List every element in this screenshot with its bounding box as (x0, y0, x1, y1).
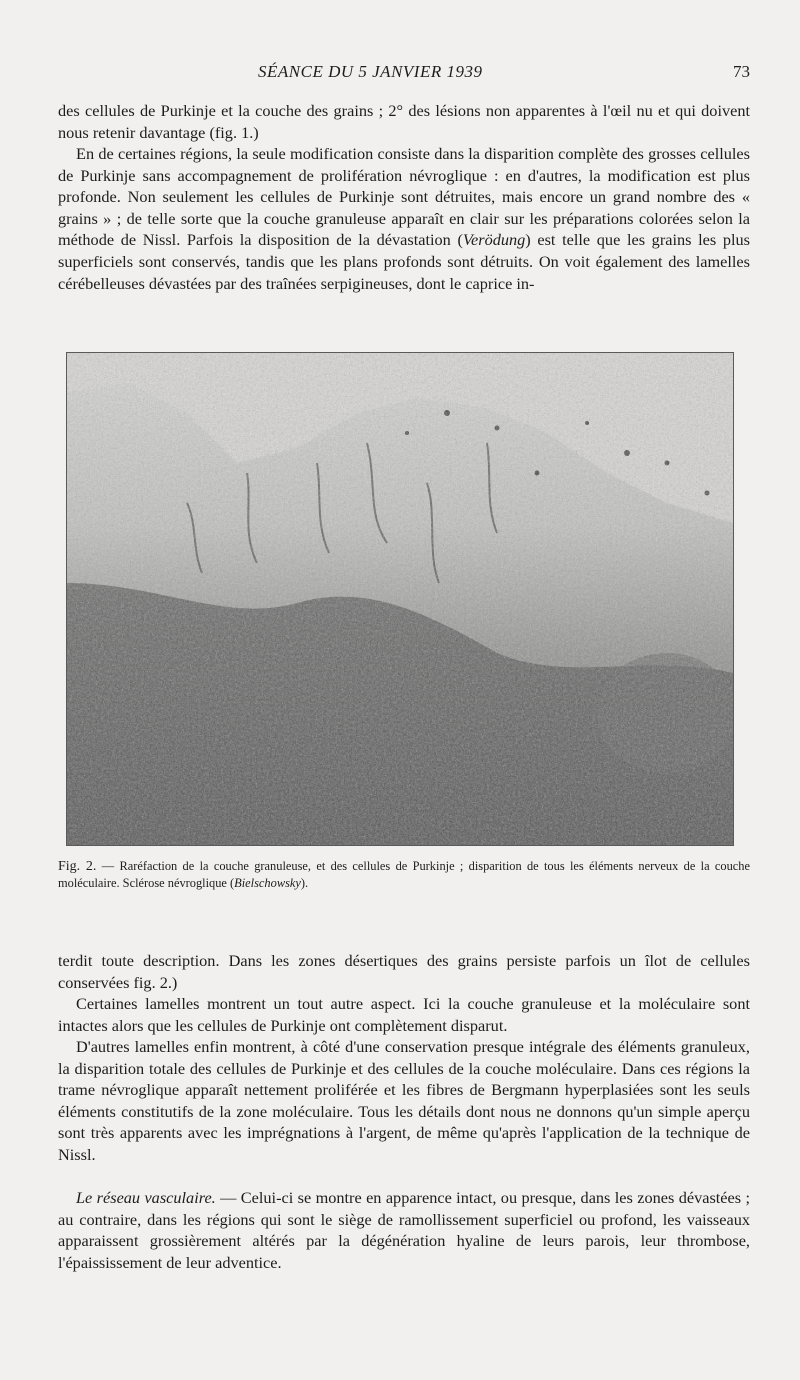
section-lead: Le réseau vasculaire. (76, 1188, 216, 1207)
figure-label: Fig. 2. (58, 859, 97, 874)
caption-stain: Bielschowsky (234, 876, 301, 890)
paragraph-text: — Celui-ci se montre en apparence intact, ou presque, dans les zones dévastées ; au contraire, dans les régions qui sont le siège de ramollissement superficiel ou profond, les vaisseaux apparaissent grossièrement altérés par la dégénération hyaline de leurs parois, leur thrombose, l'épaississement de leur adventice. (58, 1188, 750, 1272)
paragraph-bergmann (58, 1036, 750, 1166)
paragraph-text: En de certaines régions, la seule modification consiste dans la disparition complète des grosses cellules de Purkinje sans accompagnement de prolifération névroglique : en d'autres, la modification est plus profonde. Non seulement les cellules de Purkinje sont détruites, mais encore un grand nombre des « grains » ; de telle sorte que la couche granuleuse apparaît en clair sur les préparations colorées selon la méthode de Nissl. Parfois la disposition de la dévastation ( (58, 144, 750, 250)
page-number: 73 (733, 62, 750, 81)
page-header (58, 62, 750, 88)
paragraph-text: terdit toute description. Dans les zones désertiques des grains persiste parfois un îlot de cellules conservées fig. 2.) (58, 951, 750, 992)
paragraph-text: ) est telle que les grains les plus superficiels sont conservés, tandis que les plans profonds sont détruits. On voit également des lamelles cérébelleuses dévastées par des traînées serpigineuses, dont le caprice in- (58, 230, 751, 293)
paragraph-text: D'autres lamelles enfin montrent, à côté d'une conservation presque intégrale des éléments granuleux, la disparition totale des cellules de Purkinje et des cellules de la couche moléculaire. Dans ces régions la trame névroglique apparaît nettement proliférée et les fibres de Bergmann hyperplasiées sont les seuls éléments constitutifs de la zone moléculaire. Tous les détails dont nous ne donnons qu'un simple aperçu sont très apparents avec les imprégnations à l'argent, de même qu'après l'application de la technique de Nissl. (58, 1037, 750, 1164)
paragraph-vascular (58, 1187, 750, 1273)
running-title: SÉANCE DU 5 JANVIER 1939 (258, 62, 483, 81)
paragraph-text: des cellules de Purkinje et la couche des grains ; 2° des lésions non apparentes à l'œil nu et qui doivent nous retenir davantage (fig. 1.) (58, 101, 750, 142)
caption-text: — Raréfaction de la couche granuleuse, et des cellules de Purkinje ; disparition de tous les éléments nerveux de la couche moléculaire. Sclérose névroglique ( (58, 859, 750, 890)
paragraph-other-lamellae (58, 993, 750, 1036)
paragraph-continuation-2 (58, 950, 750, 993)
caption-end: ). (300, 876, 309, 890)
paragraph-devastation (58, 143, 750, 294)
figure-caption (58, 858, 750, 892)
paragraph-continuation (58, 100, 750, 143)
micrograph-image (67, 353, 733, 845)
emphasis-term: Verödung (462, 230, 526, 250)
figure-micrograph (66, 352, 734, 846)
paragraph-text: Certaines lamelles montrent un tout autre aspect. Ici la couche granuleuse et la moléculaire sont intactes alors que les cellules de Purkinje ont complètement disparut. (58, 994, 750, 1035)
